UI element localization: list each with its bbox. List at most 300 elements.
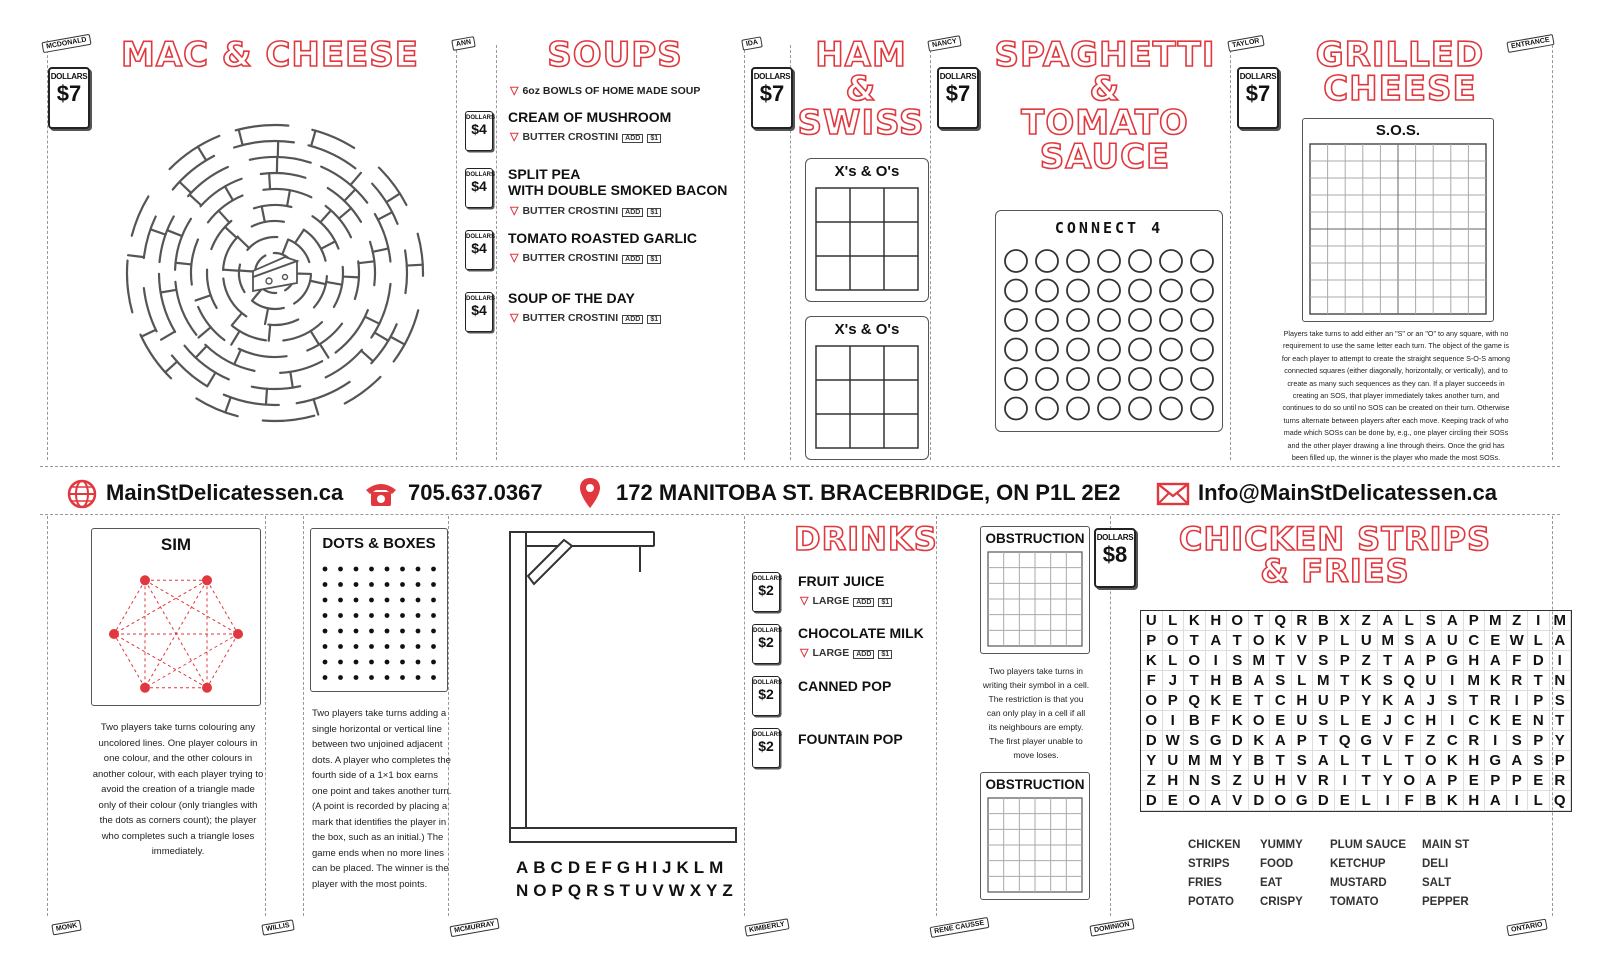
word-search-letter[interactable]: F bbox=[1399, 791, 1421, 811]
word-search-letter[interactable]: S bbox=[1507, 731, 1529, 751]
word-search-letter[interactable]: T bbox=[1270, 751, 1292, 771]
word-search-letter[interactable]: M bbox=[1464, 671, 1486, 691]
word-search-letter[interactable]: I bbox=[1528, 611, 1550, 631]
word-search-letter[interactable]: Z bbox=[1507, 611, 1529, 631]
dot[interactable] bbox=[431, 644, 436, 649]
word-search-letter[interactable]: T bbox=[1249, 611, 1271, 631]
connect4-slot[interactable] bbox=[1036, 368, 1058, 390]
word-search-letter[interactable]: R bbox=[1507, 671, 1529, 691]
word-search-letter[interactable]: O bbox=[1163, 631, 1185, 651]
word-search-letter[interactable]: O bbox=[1141, 711, 1163, 731]
word-search-letter[interactable]: K bbox=[1442, 751, 1464, 771]
word-search-letter[interactable]: X bbox=[1335, 611, 1357, 631]
connect4-slot[interactable] bbox=[1036, 250, 1058, 272]
word-search-letter[interactable]: T bbox=[1184, 671, 1206, 691]
dot[interactable] bbox=[354, 675, 359, 680]
word-search-letter[interactable]: P bbox=[1550, 751, 1572, 771]
word-search-letter[interactable]: C bbox=[1442, 731, 1464, 751]
connect4-slot[interactable] bbox=[1129, 280, 1151, 302]
word-search-letter[interactable]: P bbox=[1464, 611, 1486, 631]
word-search-letter[interactable]: T bbox=[1464, 691, 1486, 711]
dot[interactable] bbox=[431, 567, 436, 572]
dot[interactable] bbox=[385, 660, 390, 665]
sim-edge[interactable] bbox=[207, 634, 238, 688]
word-search-letter[interactable]: U bbox=[1141, 611, 1163, 631]
word-search-letter[interactable]: R bbox=[1313, 771, 1335, 791]
dot[interactable] bbox=[323, 629, 328, 634]
connect4-grid[interactable] bbox=[1002, 247, 1216, 425]
word-search-letter[interactable]: G bbox=[1206, 731, 1228, 751]
dot[interactable] bbox=[369, 567, 374, 572]
word-search-letter[interactable]: S bbox=[1227, 651, 1249, 671]
connect4-slot[interactable] bbox=[1191, 398, 1213, 420]
word-search-letter[interactable]: I bbox=[1442, 671, 1464, 691]
dots-grid[interactable] bbox=[315, 561, 443, 685]
word-search-letter[interactable]: E bbox=[1335, 791, 1357, 811]
word-search-letter[interactable]: K bbox=[1485, 711, 1507, 731]
connect4-slot[interactable] bbox=[1098, 368, 1120, 390]
word-search-letter[interactable]: Z bbox=[1356, 651, 1378, 671]
word-search-letter[interactable]: Y bbox=[1356, 691, 1378, 711]
word-search-letter[interactable]: K bbox=[1141, 651, 1163, 671]
word-search-letter[interactable]: M bbox=[1184, 751, 1206, 771]
connect4-slot[interactable] bbox=[1005, 339, 1027, 361]
connect4-slot[interactable] bbox=[1005, 309, 1027, 331]
dot[interactable] bbox=[323, 567, 328, 572]
word-search-letter[interactable]: B bbox=[1249, 751, 1271, 771]
sos-grid[interactable] bbox=[1309, 143, 1487, 315]
word-search-letter[interactable]: O bbox=[1249, 631, 1271, 651]
word-search-letter[interactable]: J bbox=[1378, 711, 1400, 731]
word-search-letter[interactable]: K bbox=[1485, 671, 1507, 691]
connect4-slot[interactable] bbox=[1191, 368, 1213, 390]
word-search-letter[interactable]: K bbox=[1227, 711, 1249, 731]
word-search-letter[interactable]: R bbox=[1550, 771, 1572, 791]
word-search-letter[interactable]: Q bbox=[1184, 691, 1206, 711]
dot[interactable] bbox=[385, 629, 390, 634]
word-search-letter[interactable]: U bbox=[1249, 771, 1271, 791]
word-search-letter[interactable]: G bbox=[1485, 751, 1507, 771]
word-search-letter[interactable]: T bbox=[1313, 731, 1335, 751]
word-search-letter[interactable]: N bbox=[1184, 771, 1206, 791]
word-search-letter[interactable]: D bbox=[1141, 791, 1163, 811]
dot[interactable] bbox=[416, 582, 421, 587]
word-search-letter[interactable]: R bbox=[1464, 731, 1486, 751]
word-search-letter[interactable]: Y bbox=[1378, 771, 1400, 791]
word-search-letter[interactable]: M bbox=[1485, 611, 1507, 631]
dot[interactable] bbox=[323, 582, 328, 587]
word-search-letter[interactable]: O bbox=[1141, 691, 1163, 711]
phone-number[interactable]: 705.637.0367 bbox=[408, 480, 543, 505]
word-search-letter[interactable]: D bbox=[1313, 791, 1335, 811]
word-search-letter[interactable]: I bbox=[1485, 731, 1507, 751]
word-search-letter[interactable]: E bbox=[1227, 691, 1249, 711]
dot[interactable] bbox=[431, 598, 436, 603]
word-search-letter[interactable]: I bbox=[1442, 711, 1464, 731]
word-search-letter[interactable]: A bbox=[1206, 631, 1228, 651]
word-search-letter[interactable]: A bbox=[1421, 771, 1443, 791]
word-search-letter[interactable]: F bbox=[1206, 711, 1228, 731]
word-search-letter[interactable]: U bbox=[1313, 691, 1335, 711]
word-search-letter[interactable]: A bbox=[1313, 751, 1335, 771]
connect4-slot[interactable] bbox=[1160, 280, 1182, 302]
word-search-letter[interactable]: O bbox=[1270, 791, 1292, 811]
dot[interactable] bbox=[385, 613, 390, 618]
word-search-letter[interactable]: G bbox=[1442, 651, 1464, 671]
word-search-letter[interactable]: E bbox=[1163, 791, 1185, 811]
connect4-slot[interactable] bbox=[1160, 339, 1182, 361]
word-search-letter[interactable]: L bbox=[1399, 611, 1421, 631]
word-search-letter[interactable]: C bbox=[1399, 711, 1421, 731]
word-search-letter[interactable]: E bbox=[1356, 711, 1378, 731]
word-search-letter[interactable]: M bbox=[1249, 651, 1271, 671]
word-search-letter[interactable]: H bbox=[1206, 671, 1228, 691]
word-search-letter[interactable]: I bbox=[1550, 651, 1572, 671]
alphabet-row[interactable]: ABCDEFGHIJKLM bbox=[516, 858, 729, 877]
word-search-letter[interactable]: H bbox=[1464, 651, 1486, 671]
word-search-letter[interactable]: I bbox=[1206, 651, 1228, 671]
word-search-letter[interactable]: V bbox=[1292, 651, 1314, 671]
word-search-letter[interactable]: Z bbox=[1227, 771, 1249, 791]
dot[interactable] bbox=[416, 598, 421, 603]
word-search-letter[interactable]: S bbox=[1292, 751, 1314, 771]
connect4-slot[interactable] bbox=[1160, 398, 1182, 420]
word-search-letter[interactable]: S bbox=[1528, 751, 1550, 771]
word-search-letter[interactable]: V bbox=[1378, 731, 1400, 751]
dot[interactable] bbox=[338, 644, 343, 649]
email-link[interactable]: Info@MainStDelicatessen.ca bbox=[1198, 480, 1497, 505]
word-search-letter[interactable]: A bbox=[1206, 791, 1228, 811]
word-search-letter[interactable]: I bbox=[1163, 711, 1185, 731]
word-search-letter[interactable]: L bbox=[1356, 791, 1378, 811]
connect4-slot[interactable] bbox=[1067, 280, 1089, 302]
word-search-letter[interactable]: Y bbox=[1550, 731, 1572, 751]
word-search-letter[interactable]: P bbox=[1507, 771, 1529, 791]
word-search-letter[interactable]: A bbox=[1442, 611, 1464, 631]
word-search-letter[interactable]: S bbox=[1313, 651, 1335, 671]
word-search-letter[interactable]: Q bbox=[1550, 791, 1572, 811]
word-search-letter[interactable]: E bbox=[1270, 711, 1292, 731]
word-search-letter[interactable]: O bbox=[1249, 711, 1271, 731]
word-search-letter[interactable]: P bbox=[1528, 731, 1550, 751]
word-search-letter[interactable]: P bbox=[1141, 631, 1163, 651]
connect4-slot[interactable] bbox=[1005, 280, 1027, 302]
word-search-letter[interactable]: O bbox=[1399, 771, 1421, 791]
dot[interactable] bbox=[400, 567, 405, 572]
word-search-letter[interactable]: R bbox=[1485, 691, 1507, 711]
word-search-letter[interactable]: H bbox=[1464, 751, 1486, 771]
word-search-letter[interactable]: Z bbox=[1421, 731, 1443, 751]
word-search-letter[interactable]: R bbox=[1292, 611, 1314, 631]
word-search-letter[interactable]: T bbox=[1550, 711, 1572, 731]
dot[interactable] bbox=[385, 598, 390, 603]
word-search-letter[interactable]: V bbox=[1227, 791, 1249, 811]
connect4-slot[interactable] bbox=[1191, 250, 1213, 272]
word-search-letter[interactable]: C bbox=[1464, 631, 1486, 651]
word-search-letter[interactable]: C bbox=[1464, 711, 1486, 731]
word-search-letter[interactable]: U bbox=[1421, 671, 1443, 691]
connect4-slot[interactable] bbox=[1098, 280, 1120, 302]
dot[interactable] bbox=[431, 660, 436, 665]
word-search-letter[interactable]: H bbox=[1270, 771, 1292, 791]
connect4-slot[interactable] bbox=[1036, 309, 1058, 331]
word-search-letter[interactable]: H bbox=[1292, 691, 1314, 711]
word-search-letter[interactable]: M bbox=[1378, 631, 1400, 651]
connect4-slot[interactable] bbox=[1005, 368, 1027, 390]
word-search-letter[interactable]: B bbox=[1184, 711, 1206, 731]
connect4-slot[interactable] bbox=[1067, 309, 1089, 331]
word-search-letter[interactable]: T bbox=[1356, 751, 1378, 771]
connect4-slot[interactable] bbox=[1036, 339, 1058, 361]
word-search-letter[interactable]: L bbox=[1163, 651, 1185, 671]
word-search-letter[interactable]: D bbox=[1249, 791, 1271, 811]
word-search-letter[interactable]: A bbox=[1249, 671, 1271, 691]
tictactoe-grid[interactable] bbox=[815, 187, 919, 291]
word-search-letter[interactable]: D bbox=[1141, 731, 1163, 751]
word-search-letter[interactable]: O bbox=[1421, 751, 1443, 771]
word-search-letter[interactable]: T bbox=[1227, 631, 1249, 651]
word-search-letter[interactable]: Q bbox=[1399, 671, 1421, 691]
dot[interactable] bbox=[369, 644, 374, 649]
word-search-letter[interactable]: A bbox=[1421, 631, 1443, 651]
word-search-letter[interactable]: B bbox=[1421, 791, 1443, 811]
word-search-letter[interactable]: O bbox=[1184, 651, 1206, 671]
word-search-letter[interactable]: Z bbox=[1141, 771, 1163, 791]
dot[interactable] bbox=[385, 644, 390, 649]
word-search-letter[interactable]: A bbox=[1550, 631, 1572, 651]
word-search-letter[interactable]: K bbox=[1184, 611, 1206, 631]
word-search-letter[interactable]: F bbox=[1141, 671, 1163, 691]
word-search-letter[interactable]: P bbox=[1335, 651, 1357, 671]
word-search-letter[interactable]: A bbox=[1507, 751, 1529, 771]
dot[interactable] bbox=[385, 567, 390, 572]
word-search-letter[interactable]: S bbox=[1442, 691, 1464, 711]
word-search-letter[interactable]: S bbox=[1378, 671, 1400, 691]
dot[interactable] bbox=[323, 598, 328, 603]
word-search-letter[interactable]: V bbox=[1292, 771, 1314, 791]
connect4-slot[interactable] bbox=[1129, 250, 1151, 272]
word-search-letter[interactable]: L bbox=[1292, 671, 1314, 691]
sim-edge[interactable] bbox=[114, 634, 145, 688]
word-search-letter[interactable]: P bbox=[1163, 691, 1185, 711]
connect4-slot[interactable] bbox=[1067, 339, 1089, 361]
word-search-letter[interactable]: O bbox=[1184, 791, 1206, 811]
dot[interactable] bbox=[369, 660, 374, 665]
word-search-letter[interactable]: A bbox=[1378, 611, 1400, 631]
dot[interactable] bbox=[416, 567, 421, 572]
word-search-letter[interactable]: M bbox=[1313, 671, 1335, 691]
word-search-letter[interactable]: S bbox=[1270, 671, 1292, 691]
word-search-letter[interactable]: Z bbox=[1356, 611, 1378, 631]
word-search-letter[interactable]: A bbox=[1399, 691, 1421, 711]
dot[interactable] bbox=[354, 660, 359, 665]
word-search-letter[interactable]: W bbox=[1163, 731, 1185, 751]
word-search-letter[interactable]: K bbox=[1206, 691, 1228, 711]
word-search-letter[interactable]: V bbox=[1292, 631, 1314, 651]
word-search-letter[interactable]: D bbox=[1227, 731, 1249, 751]
dot[interactable] bbox=[354, 629, 359, 634]
word-search-letter[interactable]: N bbox=[1550, 671, 1572, 691]
dot[interactable] bbox=[354, 567, 359, 572]
word-search-letter[interactable]: I bbox=[1507, 791, 1529, 811]
word-search-letter[interactable]: K bbox=[1378, 691, 1400, 711]
connect4-slot[interactable] bbox=[1191, 309, 1213, 331]
word-search-letter[interactable]: S bbox=[1313, 711, 1335, 731]
word-search-letter[interactable]: H bbox=[1163, 771, 1185, 791]
tictactoe-board[interactable] bbox=[805, 158, 929, 302]
word-search-letter[interactable]: Q bbox=[1270, 611, 1292, 631]
sos-board[interactable] bbox=[1302, 118, 1494, 322]
word-search-letter[interactable]: E bbox=[1464, 771, 1486, 791]
connect4-slot[interactable] bbox=[1160, 368, 1182, 390]
word-search-letter[interactable]: P bbox=[1313, 631, 1335, 651]
dot[interactable] bbox=[369, 598, 374, 603]
word-search-letter[interactable]: K bbox=[1442, 791, 1464, 811]
word-search-letter[interactable]: S bbox=[1550, 691, 1572, 711]
dot[interactable] bbox=[369, 582, 374, 587]
dots-board[interactable] bbox=[310, 528, 448, 692]
connect4-slot[interactable] bbox=[1067, 398, 1089, 420]
word-search-letter[interactable]: L bbox=[1335, 711, 1357, 731]
dot[interactable] bbox=[323, 660, 328, 665]
word-search-letter[interactable]: K bbox=[1270, 631, 1292, 651]
dot[interactable] bbox=[338, 660, 343, 665]
word-search-letter[interactable]: A bbox=[1485, 791, 1507, 811]
dot[interactable] bbox=[323, 644, 328, 649]
word-search-letter[interactable]: S bbox=[1399, 631, 1421, 651]
dot[interactable] bbox=[400, 582, 405, 587]
word-search-letter[interactable]: I bbox=[1507, 691, 1529, 711]
obstruction-grid[interactable] bbox=[987, 797, 1083, 893]
word-search-letter[interactable]: A bbox=[1270, 731, 1292, 751]
maze-puzzle[interactable] bbox=[115, 108, 435, 448]
word-search-letter[interactable]: P bbox=[1528, 691, 1550, 711]
dot[interactable] bbox=[416, 660, 421, 665]
dot[interactable] bbox=[354, 644, 359, 649]
dot[interactable] bbox=[416, 613, 421, 618]
connect4-slot[interactable] bbox=[1067, 250, 1089, 272]
dot[interactable] bbox=[400, 613, 405, 618]
word-search-letter[interactable]: L bbox=[1528, 791, 1550, 811]
dot[interactable] bbox=[338, 582, 343, 587]
hangman-gallows[interactable] bbox=[506, 528, 742, 856]
connect4-slot[interactable] bbox=[1129, 368, 1151, 390]
word-search-letter[interactable]: P bbox=[1335, 691, 1357, 711]
obstruction-board[interactable] bbox=[980, 772, 1090, 900]
dot[interactable] bbox=[338, 629, 343, 634]
word-search-letter[interactable]: E bbox=[1485, 631, 1507, 651]
word-search-letter[interactable]: Y bbox=[1141, 751, 1163, 771]
word-search-letter[interactable]: J bbox=[1421, 691, 1443, 711]
dot[interactable] bbox=[338, 598, 343, 603]
word-search-letter[interactable]: K bbox=[1249, 731, 1271, 751]
word-search-letter[interactable]: B bbox=[1313, 611, 1335, 631]
word-search-letter[interactable]: S bbox=[1184, 731, 1206, 751]
sim-board[interactable] bbox=[91, 528, 261, 706]
dot[interactable] bbox=[369, 675, 374, 680]
word-search-letter[interactable]: D bbox=[1528, 651, 1550, 671]
dot[interactable] bbox=[400, 598, 405, 603]
connect4-slot[interactable] bbox=[1005, 398, 1027, 420]
connect4-slot[interactable] bbox=[1098, 398, 1120, 420]
word-search-letter[interactable]: C bbox=[1270, 691, 1292, 711]
word-search-letter[interactable]: U bbox=[1356, 631, 1378, 651]
word-search-letter[interactable]: Y bbox=[1227, 751, 1249, 771]
connect4-slot[interactable] bbox=[1036, 398, 1058, 420]
connect4-slot[interactable] bbox=[1191, 280, 1213, 302]
connect4-slot[interactable] bbox=[1160, 309, 1182, 331]
sim-edge[interactable] bbox=[145, 634, 238, 688]
connect4-slot[interactable] bbox=[1098, 250, 1120, 272]
word-search-letter[interactable]: U bbox=[1442, 631, 1464, 651]
word-search-letter[interactable]: L bbox=[1378, 751, 1400, 771]
connect4-slot[interactable] bbox=[1005, 250, 1027, 272]
dot[interactable] bbox=[400, 629, 405, 634]
connect4-slot[interactable] bbox=[1129, 398, 1151, 420]
obstruction-grid[interactable] bbox=[987, 551, 1083, 647]
dot[interactable] bbox=[338, 675, 343, 680]
word-search-letter[interactable]: T bbox=[1184, 631, 1206, 651]
word-search-letter[interactable]: T bbox=[1378, 651, 1400, 671]
sim-edge[interactable] bbox=[207, 580, 238, 634]
connect4-slot[interactable] bbox=[1129, 339, 1151, 361]
word-search-letter[interactable]: M bbox=[1550, 611, 1572, 631]
word-search-letter[interactable]: L bbox=[1335, 751, 1357, 771]
word-search-letter[interactable]: F bbox=[1399, 731, 1421, 751]
dot[interactable] bbox=[400, 675, 405, 680]
dot[interactable] bbox=[431, 629, 436, 634]
word-search-letter[interactable]: B bbox=[1227, 671, 1249, 691]
dot[interactable] bbox=[354, 582, 359, 587]
dot[interactable] bbox=[354, 613, 359, 618]
word-search-letter[interactable]: N bbox=[1528, 711, 1550, 731]
dot[interactable] bbox=[385, 675, 390, 680]
website-link[interactable]: MainStDelicatessen.ca bbox=[106, 480, 344, 505]
sim-edge[interactable] bbox=[114, 580, 145, 634]
connect4-slot[interactable] bbox=[1067, 368, 1089, 390]
word-search-letter[interactable]: G bbox=[1356, 731, 1378, 751]
word-search-letter[interactable]: M bbox=[1206, 751, 1228, 771]
dot[interactable] bbox=[369, 613, 374, 618]
connect4-board[interactable] bbox=[995, 210, 1223, 432]
dot[interactable] bbox=[416, 644, 421, 649]
connect4-slot[interactable] bbox=[1129, 309, 1151, 331]
connect4-slot[interactable] bbox=[1191, 339, 1213, 361]
word-search-letter[interactable]: L bbox=[1335, 631, 1357, 651]
word-search-letter[interactable]: E bbox=[1507, 711, 1529, 731]
dot[interactable] bbox=[323, 675, 328, 680]
obstruction-board[interactable] bbox=[980, 526, 1090, 654]
word-search-letter[interactable]: L bbox=[1528, 631, 1550, 651]
word-search-letter[interactable]: G bbox=[1292, 791, 1314, 811]
connect4-slot[interactable] bbox=[1098, 309, 1120, 331]
word-search-letter[interactable]: P bbox=[1292, 731, 1314, 751]
word-search-letter[interactable]: J bbox=[1163, 671, 1185, 691]
word-search-letter[interactable]: L bbox=[1163, 611, 1185, 631]
alphabet-row[interactable]: NOPQRSTUVWXYZ bbox=[516, 881, 738, 900]
sim-graph[interactable] bbox=[92, 559, 260, 705]
word-search-letter[interactable]: A bbox=[1399, 651, 1421, 671]
tictactoe-board[interactable] bbox=[805, 316, 929, 460]
word-search-letter[interactable]: T bbox=[1356, 771, 1378, 791]
word-search-letter[interactable]: P bbox=[1442, 771, 1464, 791]
dot[interactable] bbox=[431, 582, 436, 587]
word-search-letter[interactable]: I bbox=[1335, 771, 1357, 791]
word-search-letter[interactable]: H bbox=[1421, 711, 1443, 731]
sim-edge[interactable] bbox=[114, 634, 207, 688]
word-search-letter[interactable]: P bbox=[1421, 651, 1443, 671]
word-search-letter[interactable]: H bbox=[1464, 791, 1486, 811]
